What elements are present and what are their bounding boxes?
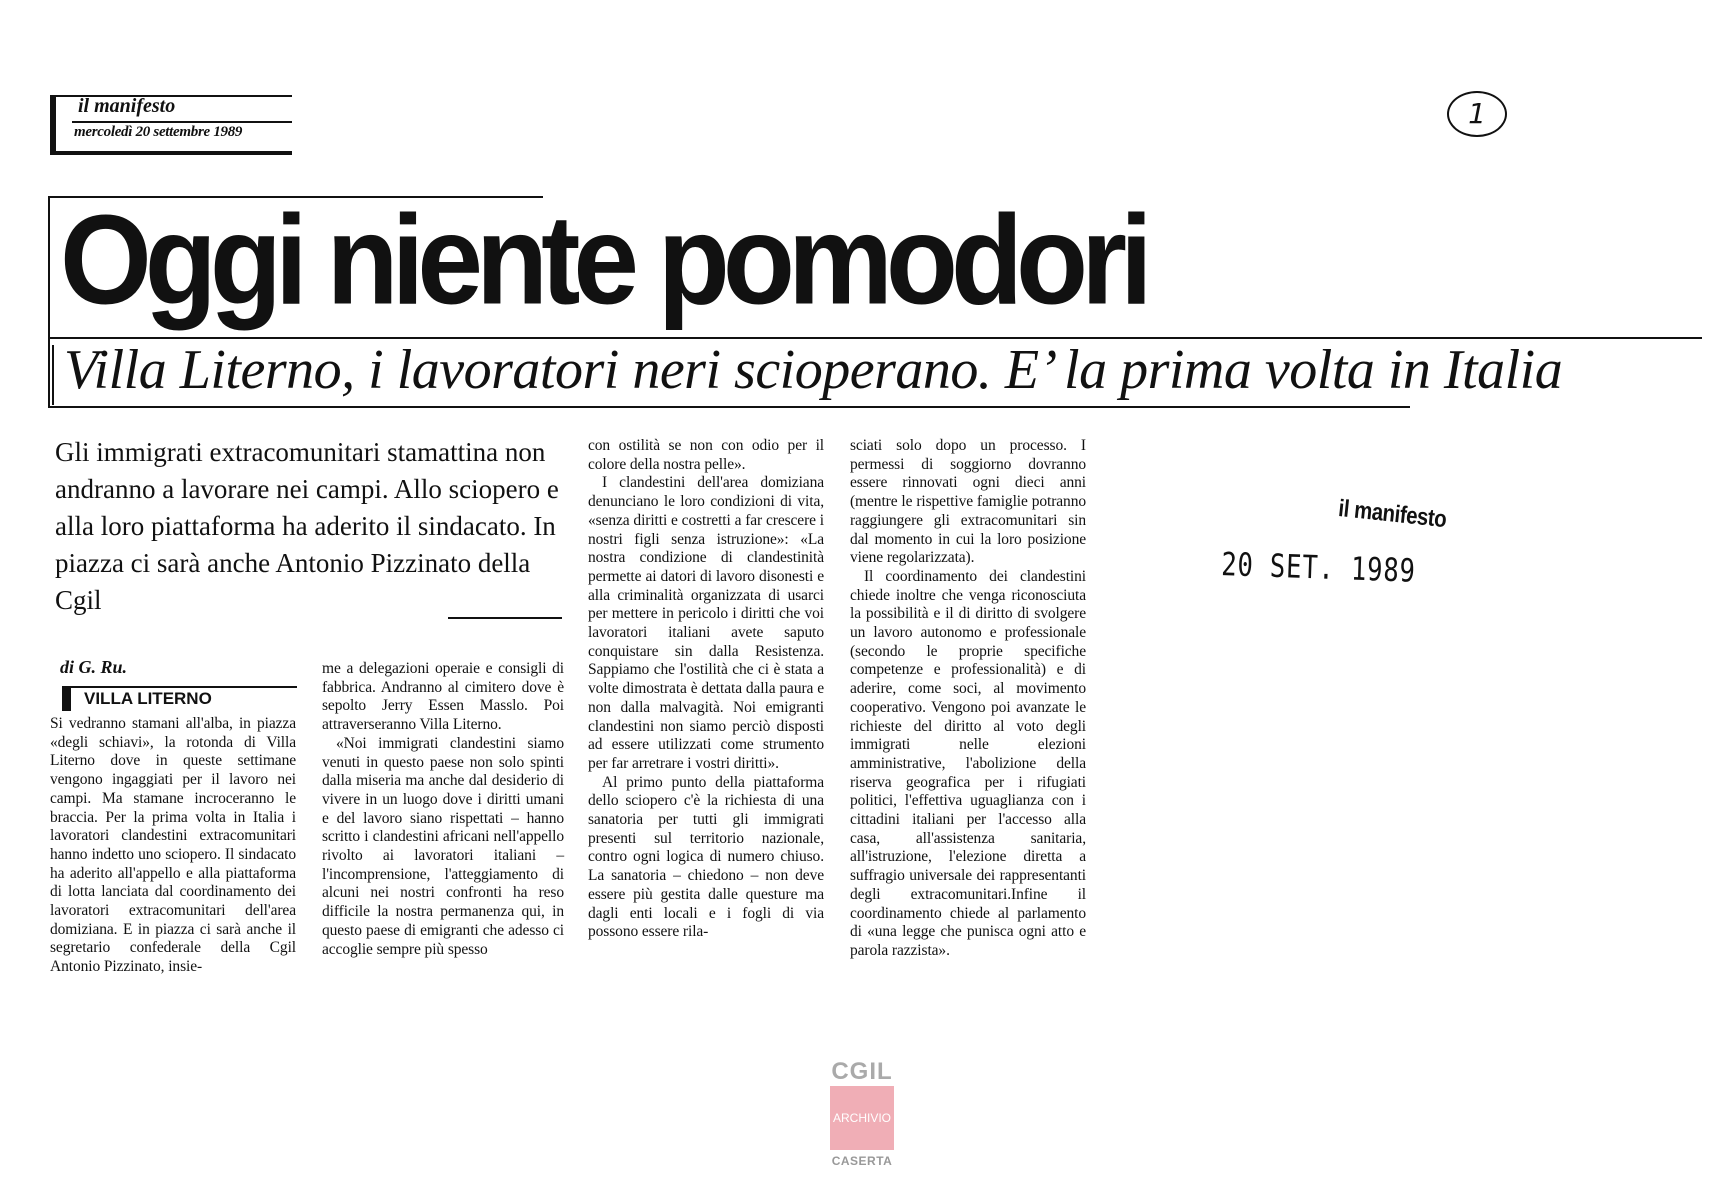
column-3-paragraph-3: Al primo punto della piattaforma dello sciopero c'è la richiesta di una sanatoria per tutti gli immigrati presenti sul territorio nazionale, contro ogni logica di numero chiuso. La sanatoria – chiedono – non deve essere più gestita dalle questure ma dagli enti locali e i fogli di via possono essere rila- [588, 773, 824, 941]
subheadline-left-rule [52, 345, 54, 405]
column-2-paragraph-1: me a delegazioni operaie e consigli di fabbrica. Andranno al cimitero dove è sepolto Jerry Essen Masslo. Poi attraverseranno Villa Literno. [322, 660, 564, 734]
headline-frame-left [48, 196, 50, 408]
masthead-bar [50, 95, 56, 155]
subheadline: Villa Literno, i lavoratori neri scioperano. E’ la prima volta in Italia [64, 339, 1563, 401]
byline: di G. Ru. [60, 657, 128, 677]
column-2-paragraph-2: «Noi immigrati clandestini siamo venuti in questo paese non solo spinti dalla miseria ma anche dal desiderio di vivere in un luogo dove i diritti umani e del lavoro siano rispettati – hanno scritto i clandestini africani nell'appello rivolto ai lavoratori italiani – l'incomprensione, l'atteggiamento di alcuni nei nostri confronti ha reso difficile la nostra permanenza qui, in questo paese di emigranti che adesso ci accoglie sempre più spesso [322, 734, 564, 958]
column-4-paragraph-2: Il coordinamento dei clandestini chiede inoltre che venga riconosciuta la possibilità e il di diritto di svolgere un lavoro autonomo e professionale (secondo le proprie specifiche competenze e professionalità) e di aderire, come soci, al movimento cooperativo. Vengono poi avanzate le richieste del diritto al voto degli immigrati nelle elezioni amministrative, l'abolizione della riserva geografica per i rifugiati politici, l'effettiva uguaglianza con i cittadini italiani per l'accesso alla casa, all'assistenza sanitaria, all'istruzione, l'elezione diretta a suffragio universale dei rappresentanti degli extracomunitari.Infine il coordinamento chiede al parlamento di «una legge che punisca ogni atto e parola razzista». [850, 567, 1086, 959]
kicker-rule [62, 686, 297, 688]
column-4-paragraph-1: sciati solo dopo un processo. I permessi di soggiorno dovranno essere rinnovati ogni dieci anni (mentre le rispettive famiglie potranno raggiungere gli extracomunitari sin dal momento in cui la loro posizione viene regolarizzata). [850, 437, 1086, 567]
lead-rule [448, 617, 562, 619]
article-column-4 [850, 437, 1086, 961]
stamp-date: 20 SET. 1989 [1220, 545, 1417, 590]
column-3-paragraph-1: con ostilità se non con odio per il colore della nostra pelle». [588, 437, 824, 473]
article-column-3 [588, 437, 824, 942]
article-column-1 [50, 715, 296, 977]
masthead-bottom-rule [50, 151, 292, 155]
page-number-circle: 1 [1447, 91, 1507, 137]
article-column-2 [322, 660, 564, 959]
masthead-mid-rule [72, 121, 292, 123]
archive-logo [830, 1058, 894, 1168]
masthead-date: mercoledì 20 settembre 1989 [74, 124, 243, 140]
masthead [50, 95, 292, 155]
archive-logo-box: ARCHIVIO [830, 1086, 894, 1150]
masthead-name: il manifesto [78, 95, 176, 117]
stamp-publication: il manifesto [1337, 495, 1448, 534]
archive-logo-cgil: CGIL [831, 1058, 893, 1085]
lead-paragraph: Gli immigrati extracomunitari stamattina non andranno a lavorare nei campi. Allo sciopero e alla loro piattaforma ha aderito il sindacato. In piazza ci sarà anche Antonio Pizzinato della Cgil [55, 437, 559, 615]
subheadline-bottom-rule [50, 406, 1410, 408]
column-1-paragraph: Si vedranno stamani all'alba, in piazza «degli schiavi», la rotonda di Villa Literno dove in queste settimane vengono ingaggiati per il lavoro nei campi. Ma stamane incroceranno le braccia. Per la prima volta in Italia i lavoratori clandestini extracomunitari hanno indetto uno sciopero. Il sindacato ha aderito all'appello e alla piattaforma di lotta lanciata dal coordinamento dei lavoratori extracomunitari dell'area domiziana. E in piazza ci sarà anche il segretario confederale della Cgil Antonio Pizzinato, insie- [50, 715, 296, 976]
archive-logo-city: CASERTA [831, 1154, 893, 1168]
kicker-bar [62, 686, 71, 711]
kicker: VILLA LITERNO [84, 689, 212, 708]
column-3-paragraph-2: I clandestini dell'area domiziana denunciano le loro condizioni di vita, «senza diritti e costretti a far crescere i nostri figli senza istruzione»: «La nostra condizione di clandestinità permette ai datori di lavoro disonesti e alla criminalità organizzata di usarci per mettere in pericolo i diritti che voi lavoratori italiani avete saputo conquistare sin dalla Resistenza. Sappiamo che l'ostilità che ci è stata a volte dimostrata è dettata dalla paura e non dalla malvagità. Noi emigranti clandestini non siamo perciò disposti ad essere utilizzati come strumento per far arretrare i vostri diritti». [588, 474, 824, 772]
headline: Oggi niente pomodori [60, 188, 1146, 332]
